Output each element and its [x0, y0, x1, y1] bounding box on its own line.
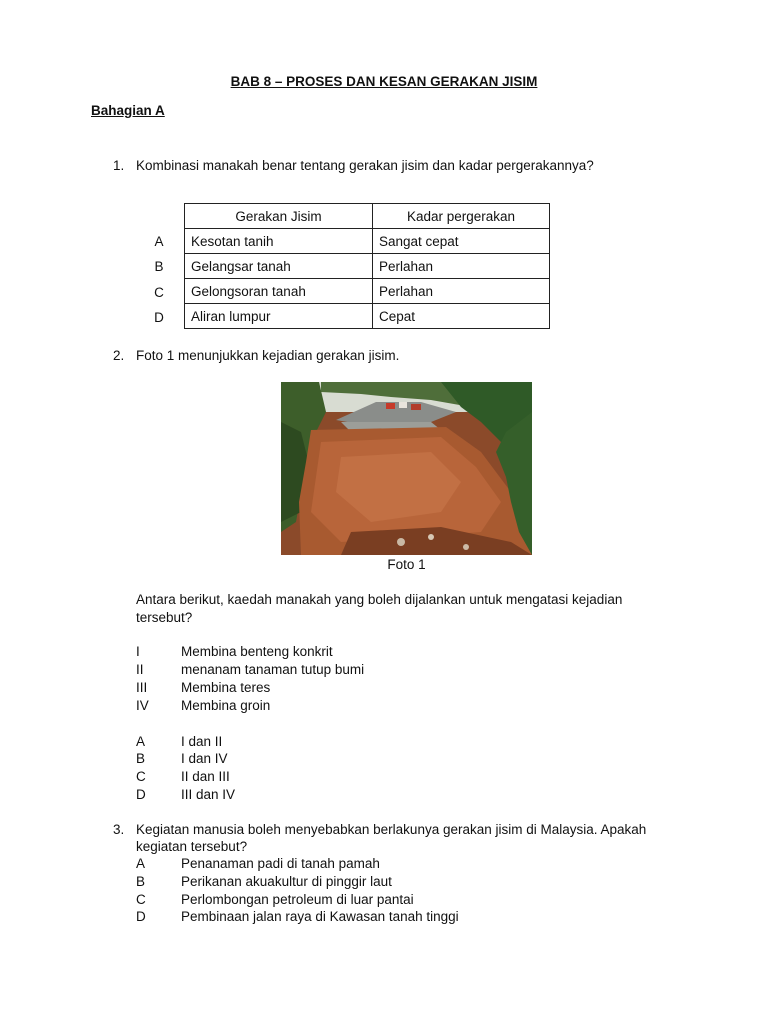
table-header-rate: Kadar pergerakan	[373, 204, 550, 229]
option-label: A	[136, 856, 146, 871]
question-3-text-line2: kegiatan tersebut?	[136, 839, 248, 854]
question-2-text: Foto 1 menunjukkan kejadian gerakan jisim.	[136, 348, 400, 363]
question-2-number: 2.	[113, 348, 125, 363]
option-label: B	[136, 874, 146, 889]
option-label: D	[136, 787, 146, 802]
question-2-prompt-line1: Antara berikut, kaedah manakah yang boleh dijalankan untuk mengatasi kejadian	[136, 592, 623, 607]
question-1-number: 1.	[113, 158, 125, 173]
table-cell-movement: Aliran lumpur	[185, 304, 373, 329]
question-1-text: Kombinasi manakah benar tentang gerakan jisim dan kadar pergerakannya?	[136, 158, 594, 173]
table-cell-movement: Gelangsar tanah	[185, 254, 373, 279]
question-2-prompt-line2: tersebut?	[136, 610, 193, 625]
table-row	[185, 304, 550, 329]
statement-text: Membina teres	[181, 680, 271, 695]
table-cell-movement: Kesotan tanih	[185, 229, 373, 254]
table-row	[185, 229, 550, 254]
table-cell-rate: Cepat	[373, 304, 550, 329]
table-row-label: C	[154, 285, 164, 300]
option-text: Penanaman padi di tanah pamah	[181, 856, 380, 871]
page-title: BAB 8 – PROSES DAN KESAN GERAKAN JISIM	[230, 74, 538, 89]
table-row	[185, 279, 550, 304]
section-heading: Bahagian A	[91, 103, 165, 118]
statement-label: II	[136, 662, 144, 677]
option-label: C	[136, 769, 146, 784]
table-row-label: D	[154, 310, 164, 325]
statement-text: Membina groin	[181, 698, 271, 713]
table-cell-rate: Perlahan	[373, 254, 550, 279]
table-row	[185, 254, 550, 279]
table-cell-rate: Sangat cepat	[373, 229, 550, 254]
option-text: Perikanan akuakultur di pinggir laut	[181, 874, 392, 889]
statement-label: III	[136, 680, 148, 695]
table-row-label: B	[154, 259, 164, 274]
question-3-text-line1: Kegiatan manusia boleh menyebabkan berlakunya gerakan jisim di Malaysia. Apakah	[136, 822, 647, 837]
option-label: A	[136, 734, 146, 749]
option-text: I dan II	[181, 734, 223, 749]
statement-text: menanam tanaman tutup bumi	[181, 662, 365, 677]
statement-label: IV	[136, 698, 149, 713]
statement-text: Membina benteng konkrit	[181, 644, 333, 659]
question-3-number: 3.	[113, 822, 125, 837]
photo-caption: Foto 1	[387, 557, 426, 572]
table-header-movement: Gerakan Jisim	[185, 204, 373, 229]
statement-label: I	[136, 644, 140, 659]
option-label: B	[136, 751, 146, 766]
table-cell-movement: Gelongsoran tanah	[185, 279, 373, 304]
landslide-photo	[281, 382, 532, 555]
option-text: I dan IV	[181, 751, 228, 766]
option-text: II dan III	[181, 769, 230, 784]
table-row-label: A	[154, 234, 164, 249]
option-label: D	[136, 909, 146, 924]
question-1-table	[184, 203, 550, 329]
table-header-row	[185, 204, 550, 229]
option-label: C	[136, 892, 146, 907]
option-text: III dan IV	[181, 787, 236, 802]
option-text: Pembinaan jalan raya di Kawasan tanah tinggi	[181, 909, 459, 924]
table-cell-rate: Perlahan	[373, 279, 550, 304]
option-text: Perlombongan petroleum di luar pantai	[181, 892, 414, 907]
